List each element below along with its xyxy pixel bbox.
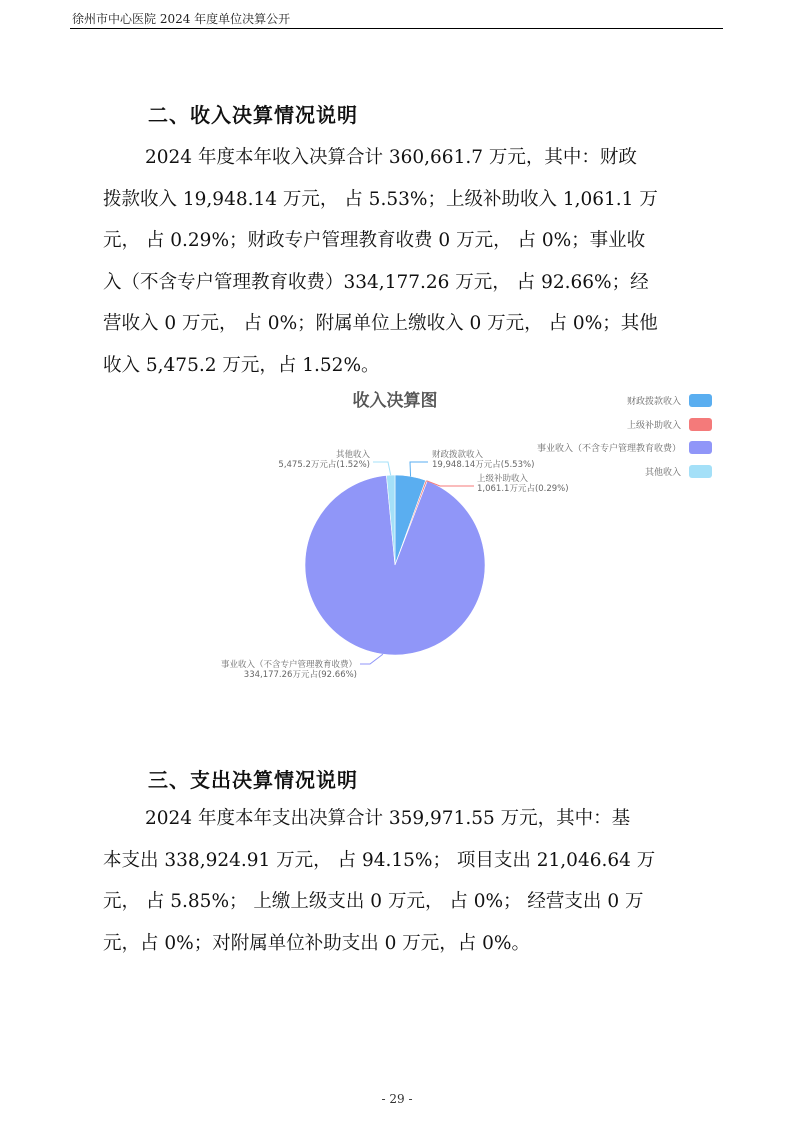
document-header: 徐州市中心医院 2024 年度单位决算公开 [72,12,291,26]
legend-label: 上级补助收入 [626,420,681,431]
label-leader-line [410,462,428,476]
paragraph-line: 收入 5,475.2 万元，占 1.52%。 [103,354,380,376]
label-leader-line [373,462,391,475]
paragraph-line: 入（不含专户管理教育收费）334,177.26 万元， 占 92.66%；经 [103,271,649,293]
paragraph-line: 元， 占 5.85%； 上缴上级支出 0 万元， 占 0%； 经营支出 0 万 [103,891,644,912]
label-other-name: 其他收入 [335,450,370,460]
chart-title: 收入决算图 [352,391,438,411]
paragraph-line: 2024 年度本年收入决算合计 360,661.7 万元，其中：财政 [145,147,637,168]
legend-label: 财政拨款收入 [626,397,681,408]
page-number: - 29 - [381,1092,413,1106]
section-heading-expenditure: 三、支出决算情况说明 [148,768,358,792]
label-other-value: 5,475.2万元占(1.52%) [278,460,370,470]
paragraph-line: 营收入 0 万元， 占 0%；附属单位上缴收入 0 万元， 占 0%；其他 [103,313,658,334]
label-fiscal-name: 财政拨款收入 [432,450,484,460]
legend-label: 其他收入 [644,467,681,478]
label-fiscal-value: 19,948.14万元占(5.53%) [432,460,535,470]
legend-label: 事业收入（不含专户管理教育收费） [536,444,681,455]
label-business-name: 事业收入（不含专户管理教育收费） [220,660,357,670]
expenditure-paragraph [103,798,693,964]
label-business-value: 334,177.26万元占(92.66%) [243,670,357,680]
paragraph-line: 拨款收入 19,948.14 万元， 占 5.53%；上级补助收入 1,061.1 万 [103,188,658,210]
label-leader-line [360,654,383,664]
paragraph-line: 元，占 0%；对附属单位补助支出 0 万元，占 0%。 [103,932,530,954]
label-subsidy-value: 1,061.1万元占(0.29%) [477,484,569,494]
section-heading-income: 二、收入决算情况说明 [148,103,358,127]
paragraph-line: 2024 年度本年支出决算合计 359,971.55 万元，其中：基 [145,808,631,829]
paragraph-line: 元， 占 0.29%；财政专户管理教育收费 0 万元， 占 0%；事业收 [103,230,646,251]
paragraph-line: 本支出 338,924.91 万元， 占 94.15%； 项目支出 21,046.64 万 [103,849,656,871]
label-subsidy-name: 上级补助收入 [477,474,529,484]
